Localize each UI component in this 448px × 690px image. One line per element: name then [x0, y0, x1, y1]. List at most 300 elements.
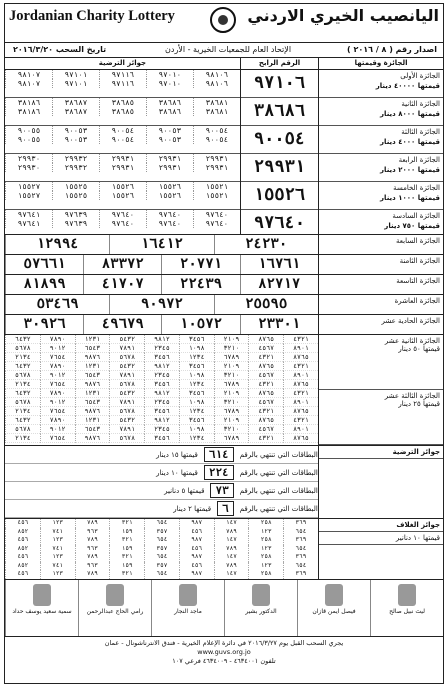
cover-value: قيمتها ١٠ دنانير	[319, 532, 443, 545]
strip-number: ١٦٤١٢	[109, 235, 213, 254]
winning-number: ٩٠٠٥٤	[253, 129, 306, 149]
strip-number: ١٠٥٧٢	[161, 315, 239, 334]
grid-cell: ٨٧٦٥	[283, 380, 318, 389]
small-prize-table	[5, 335, 319, 445]
strip-number: ٨٢٧١٧	[240, 275, 318, 294]
cover-cell: ٣٦٩	[283, 553, 318, 562]
prize-label: الجائزة السادسة	[392, 212, 440, 220]
member-name: ليث نبيل صالح	[389, 608, 425, 615]
consolation-cells	[5, 210, 240, 219]
grid-cell: ٧٨٩١	[109, 371, 144, 380]
prize-value: قيمتها ٤٠٠٠٠ دينار	[375, 82, 440, 90]
consolation-number: ٩٠٠٥٤	[99, 126, 146, 135]
cover-prizes	[5, 519, 443, 580]
signature-block	[370, 580, 443, 636]
member-photo	[106, 584, 124, 606]
consolation-cells	[5, 182, 240, 191]
strip-number: ٢٠٧٧١	[161, 255, 239, 274]
member-photo	[325, 584, 343, 606]
consolation-number: ١٥٥٢١	[193, 191, 240, 200]
ending-rows	[5, 446, 319, 518]
consolation-number: ٣٨٦٨٧	[52, 107, 99, 116]
winning-number: ٩٧٦٤٠	[253, 213, 306, 233]
consolation-number: ٣٨٦٨٦	[146, 107, 193, 116]
grid-cell: ٦٧٨٩	[214, 380, 249, 389]
grid-side-value: قيمتها ٢٥ دينار	[398, 400, 440, 408]
ending-row	[5, 500, 318, 518]
grid-cell: ٩٨١٢	[144, 335, 179, 344]
grid-cell: ١٠٩٨	[179, 371, 214, 380]
consolation-number: ٩٧٠١٠	[146, 70, 193, 79]
consolation-number: ١٥٥٢٦	[99, 191, 146, 200]
grid-cell: ٣٤٥٦	[144, 353, 179, 362]
member-name: فيصل ايمن قازان	[312, 608, 356, 615]
winning-number-row	[241, 210, 318, 237]
cover-cell: ٣٢١	[109, 519, 144, 528]
cover-prize-label	[319, 519, 443, 579]
grid-cell: ٨٧٦٥	[283, 407, 318, 416]
prize-label: الجائزة الثانية	[401, 100, 440, 108]
cover-cell: ٣٢١	[109, 553, 144, 562]
cover-cell: ٢٥٨	[248, 570, 283, 579]
grid-cell: ٤٥٦٧	[248, 344, 283, 353]
consolation-number: ٩٠٠٥٣	[146, 126, 193, 135]
grid-cell: ٢١٠٩	[214, 389, 249, 398]
phone-numbers: تلفون ٤٦٣٤٠٠١ - ٤٦٣٤٠٠٩ فرعي ١٠٧	[172, 657, 276, 665]
strip-number: ٤٩٦٧٩	[83, 315, 161, 334]
grid-cell: ٤٣٢١	[248, 380, 283, 389]
grid-cell: ٤٣٢١	[283, 335, 318, 344]
member-name: رامي الحاج عبدالرحمن	[86, 608, 144, 615]
grid-cell: ٩٠١٢	[40, 425, 75, 434]
consolation-number: ٢٩٩٣٠	[5, 163, 52, 172]
grid-cell: ٧٨٩١	[109, 344, 144, 353]
consolation-number: ٩٠٠٥٤	[193, 126, 240, 135]
cover-cell: ١٥٩	[109, 562, 144, 571]
winning-number-row	[241, 98, 318, 126]
member-photo	[252, 584, 270, 606]
winning-number: ٩٧١٠٦	[253, 73, 306, 93]
strip-numbers	[5, 275, 319, 294]
prize-row	[319, 98, 443, 126]
grid-cell: ٥٤٣٢	[109, 389, 144, 398]
consolation-number: ٢٩٩٣١	[193, 154, 240, 163]
ending-number: ٦١٤	[204, 447, 234, 462]
prize-label: الجائزة الأولى	[400, 72, 440, 80]
cover-cell: ٣٦٩	[283, 519, 318, 528]
consolation-number: ٩٠٠٥٣	[52, 135, 99, 144]
grid-cell: ٩٠١٢	[40, 398, 75, 407]
member-name: ماجد النجار	[174, 608, 202, 615]
ending-number: ٦	[217, 501, 234, 516]
cover-cell: ٤٥٦	[179, 545, 214, 554]
cover-cell: ٣٢١	[109, 536, 144, 545]
cover-cell: ٦٥٤	[144, 570, 179, 579]
signature-block	[78, 580, 151, 636]
cover-cell: ٩٨٧	[179, 519, 214, 528]
prize-row	[319, 182, 443, 210]
grid-cell: ٥٦٧٨	[5, 425, 40, 434]
ending-label: البطاقات التي تنتهي بالرقم	[239, 450, 318, 459]
col-endings: جوائز الترضية	[98, 59, 147, 67]
strip-number: ٨٣٣٧٢	[83, 255, 161, 274]
grid-cell: ٣٤٥٦	[179, 389, 214, 398]
consolation-cells	[5, 154, 240, 163]
grid-cell: ٩٨٧٦	[75, 434, 110, 443]
consolation-number: ٩٠٠٥٤	[99, 135, 146, 144]
consolation-number: ٩٨١٠٦	[193, 70, 240, 79]
committee-signatures	[5, 580, 443, 637]
grid-cell: ٨٩٠١	[283, 371, 318, 380]
ending-number: ٧٣	[210, 483, 233, 498]
grid-cell: ٢١٠٩	[214, 362, 249, 371]
grid-cell: ١٠٩٨	[179, 344, 214, 353]
signature-block	[5, 580, 78, 636]
strip-label: الجائزة التاسعة	[396, 277, 440, 285]
consolation-row	[5, 154, 240, 182]
strip-number: ٢٢٤٣٩	[161, 275, 239, 294]
prize-value: قيمتها ٤٠٠٠ دينار	[380, 138, 440, 146]
cover-cell: ٧٨٩	[214, 528, 249, 537]
ending-value: قيمتها ١٠ دينار	[156, 468, 198, 477]
grid-cell: ٤٣٢١	[248, 407, 283, 416]
consolation-row	[5, 98, 240, 126]
consolation-number: ٢٩٩٣٢	[52, 154, 99, 163]
grid-cell: ٤٥٦٧	[248, 398, 283, 407]
grid-cell: ٦٥٤٣	[75, 398, 110, 407]
cover-cell: ٤٥٦	[5, 553, 40, 562]
grid-cell: ١٢٣١	[75, 335, 110, 344]
member-photo	[179, 584, 197, 606]
grid-cell: ٣٤٥٦	[144, 380, 179, 389]
ending-number: ٢٢٤	[204, 465, 234, 480]
winning-number-row	[241, 126, 318, 154]
small-prizes	[5, 335, 443, 446]
grid-cell: ٣٤٥٦	[144, 407, 179, 416]
organization: الإتحاد العام للجمعيات الخيرية - الأردن	[165, 45, 292, 54]
grid-cell: ٩٠١٢	[40, 344, 75, 353]
grid-cell: ٢٣٤٥	[144, 398, 179, 407]
grid-cell: ٧٨٩٠	[40, 416, 75, 425]
grid-cell: ٥٦٧٨	[109, 380, 144, 389]
grid-cell: ٤٥٦٧	[248, 371, 283, 380]
consolation-cells	[5, 219, 240, 228]
grid-cell: ٨٧٦٥	[283, 434, 318, 443]
header	[5, 4, 443, 43]
issue-number: اصدار رقم ( ٨ / ٢٠١٦ )	[347, 45, 437, 54]
winning-number: ٢٩٩٣١	[253, 157, 306, 177]
cover-cell: ٦٥٤	[144, 536, 179, 545]
grid-cell: ٣٤٥٦	[179, 362, 214, 371]
consolation-number: ٣٨١٨٦	[5, 107, 52, 116]
consolation-number: ١٥٥٢٦	[146, 191, 193, 200]
prize-label: الجائزة الرابعة	[398, 156, 440, 164]
consolation-number: ٩٧٦٤٠	[193, 219, 240, 228]
prize-list	[319, 70, 443, 234]
cover-cell: ٤٥٦	[5, 536, 40, 545]
cover-cell: ٣٦٩	[283, 536, 318, 545]
strip-number: ٥٣٤٦٩	[5, 295, 109, 314]
cover-cell: ١٤٧	[214, 553, 249, 562]
prize-value: قيمتها ٧٥٠ دينار	[384, 222, 440, 230]
prize-strip	[5, 295, 443, 315]
cover-cell: ٩٨٧	[179, 536, 214, 545]
consolation-cells	[5, 163, 240, 172]
consolation-number: ٩٧٠١٠	[146, 79, 193, 88]
cover-prize-table	[5, 519, 319, 579]
signature-block	[151, 580, 224, 636]
consolation-cells	[5, 135, 240, 144]
grid-cell: ٦٤٣٢	[5, 362, 40, 371]
grid-side-label: الجائزة الثالثة عشر	[384, 392, 440, 400]
cover-cell: ٤٥٦	[5, 519, 40, 528]
cover-cell: ٧٨٩	[214, 545, 249, 554]
cover-cell: ٤٥٦	[5, 570, 40, 579]
cover-cell: ٢٥٨	[248, 519, 283, 528]
grid-side-block	[319, 390, 443, 445]
consolation-number: ٩٧٦٣٩	[52, 210, 99, 219]
winning-number: ١٥٥٢٦	[253, 185, 306, 205]
cover-cell: ١٤٧	[214, 519, 249, 528]
consolation-number: ١٥٥٢٥	[52, 182, 99, 191]
grid-cell: ٥٤٣٢	[109, 335, 144, 344]
prize-row	[319, 154, 443, 182]
member-photo	[33, 584, 51, 606]
cover-cell: ١٤٧	[214, 570, 249, 579]
grid-cell: ٥٦٧٨	[109, 434, 144, 443]
cover-cell: ٩٦٣	[75, 528, 110, 537]
ending-prizes	[5, 446, 443, 519]
grid-cell: ٦٤٣٢	[5, 389, 40, 398]
emblem-icon	[210, 7, 236, 33]
cover-cell: ١٢٣	[248, 528, 283, 537]
strip-numbers	[5, 255, 319, 274]
endings-title: جوائز الترضية	[319, 446, 443, 459]
cover-cell: ٧٨٩	[75, 519, 110, 528]
grid-cell: ٧٦٥٤	[40, 407, 75, 416]
winning-numbers	[241, 70, 319, 234]
cover-cell: ٧٤١	[40, 545, 75, 554]
strip-number: ١٢٩٩٤	[5, 235, 109, 254]
grid-cell: ٦٤٣٢	[5, 335, 40, 344]
consolation-number: ٢٩٩٣٢	[52, 163, 99, 172]
consolation-number: ٩٨١٠٧	[5, 79, 52, 88]
grid-cell: ٦٧٨٩	[214, 407, 249, 416]
grid-cell: ١٠٩٨	[179, 398, 214, 407]
member-photo	[398, 584, 416, 606]
consolation-number: ٩٧١٠١	[52, 79, 99, 88]
cover-cell: ٧٨٩	[214, 562, 249, 571]
cover-cell: ٦٥٤	[144, 519, 179, 528]
strip-number: ٩٠٩٧٢	[109, 295, 213, 314]
member-name: الدكتور بشير	[245, 608, 277, 615]
consolation-number: ٩٧٦٤٠	[146, 210, 193, 219]
consolation-number: ٩٧٦٤٠	[99, 219, 146, 228]
grid-cell: ٦٥٤٣	[75, 344, 110, 353]
grid-cell: ٦٥٤٣	[75, 371, 110, 380]
cover-cell: ١٥٩	[109, 545, 144, 554]
strip-number: ٨١٨٩٩	[5, 275, 83, 294]
consolation-number: ٩٨١٠٦	[193, 79, 240, 88]
grid-cell: ٣٢١٠	[214, 344, 249, 353]
grid-cell: ٨٧٦٥	[248, 416, 283, 425]
ending-row	[5, 464, 318, 482]
grid-cell: ٣٢١٠	[214, 425, 249, 434]
cover-cell: ٣٥٧	[144, 528, 179, 537]
consolation-number: ٣٨٦٨١	[193, 107, 240, 116]
grid-cell: ٨٩٠١	[283, 344, 318, 353]
cover-cell: ١٢٣	[248, 562, 283, 571]
prize-row	[319, 210, 443, 237]
strip-numbers	[5, 295, 319, 314]
grid-cell: ٣٢١٠	[214, 371, 249, 380]
ending-value: قيمتها ٢ دينار	[173, 504, 212, 513]
prize-row	[319, 70, 443, 98]
member-name: سمية سعيد يوسف حداد	[12, 608, 72, 615]
consolation-number: ٩٧٦٤٠	[99, 210, 146, 219]
prize-label: الجائزة الثالثة	[401, 128, 440, 136]
consolation-number: ٣٨٦٨١	[193, 98, 240, 107]
consolation-number: ٩٧١١٦	[99, 79, 146, 88]
grid-cell: ٩٨١٢	[144, 416, 179, 425]
consolation-number: ٣٨٦٨٥	[99, 98, 146, 107]
grid-cell: ٧٨٩٠	[40, 335, 75, 344]
prize-value: قيمتها ٢٠٠٠ دينار	[380, 166, 440, 174]
grid-cell: ٣٤٥٦	[144, 434, 179, 443]
consolation-number: ٢٩٩٣١	[99, 154, 146, 163]
grid-side-value: قيمتها ٥٠ دينار	[398, 345, 440, 353]
consolation-number: ٩٠٠٥٣	[52, 126, 99, 135]
ending-label	[319, 446, 443, 518]
winning-number: ٣٨٦٨٦	[253, 101, 306, 121]
cover-cell: ٣٥٧	[144, 562, 179, 571]
grid-cell: ٥٦٧٨	[109, 407, 144, 416]
grid-cell: ٥٤٣٢	[109, 362, 144, 371]
grid-cell: ٢٣٤٥	[144, 344, 179, 353]
cover-cell: ٩٨٧	[179, 570, 214, 579]
consolation-number: ٩٧٦٤١	[5, 210, 52, 219]
grid-cell: ٢١٣٤	[5, 380, 40, 389]
grid-cell: ١٢٣١	[75, 362, 110, 371]
grid-cell: ٧٦٥٤	[40, 380, 75, 389]
strip-number: ٢٤٢٣٠	[214, 235, 318, 254]
ending-row	[5, 446, 318, 464]
cover-cell: ٨٥٢	[5, 562, 40, 571]
consolation-number: ٩٧٦٤٠	[146, 219, 193, 228]
consolation-number: ١٥٥٢٥	[52, 191, 99, 200]
grid-cell: ٢١٠٩	[214, 416, 249, 425]
grid-cell: ٢١٣٤	[5, 434, 40, 443]
ending-value: قيمتها ٥ دنانير	[164, 486, 205, 495]
consolation-number: ٣٨١٨٦	[5, 98, 52, 107]
grid-cell: ٣٢١٠	[214, 398, 249, 407]
consolation-cells	[5, 191, 240, 200]
cover-cell: ٣٢١	[109, 570, 144, 579]
cover-cell: ٤٥٦	[179, 562, 214, 571]
grid-cell: ٥٦٧٨	[109, 353, 144, 362]
consolation-number: ٢٩٩٣١	[146, 163, 193, 172]
cover-cell: ٧٤١	[40, 562, 75, 571]
strip-label: الجائزة الثامنة	[399, 257, 440, 265]
grid-cell: ١٢٣٤	[179, 434, 214, 443]
website-link[interactable]: www.guvs.org.jo	[197, 648, 251, 656]
cover-cell: ٦٥٤	[283, 562, 318, 571]
grid-cell: ٣٤٥٦	[179, 416, 214, 425]
cover-cell: ١٢٣	[40, 570, 75, 579]
consolation-number: ٢٩٩٣١	[146, 154, 193, 163]
grid-cell: ٣٤٥٦	[179, 335, 214, 344]
signature-block	[224, 580, 297, 636]
consolation-number: ٣٨٦٨٧	[52, 98, 99, 107]
ending-label: البطاقات التي تنتهي بالرقم	[239, 468, 318, 477]
consolation-number: ٩٨١٠٧	[5, 70, 52, 79]
cover-cell: ١٥٩	[109, 528, 144, 537]
cover-cell: ١٢٣	[40, 536, 75, 545]
grid-cell: ٧٦٥٤	[40, 353, 75, 362]
cover-cell: ٧٨٩	[75, 570, 110, 579]
cover-cell: ٧٤١	[40, 528, 75, 537]
winning-number-row	[241, 154, 318, 182]
cover-cell: ١٢٣	[40, 519, 75, 528]
consolation-number: ١٥٥٢١	[193, 182, 240, 191]
cover-cell: ٦٥٤	[283, 528, 318, 537]
grid-cell: ٩٨٧٦	[75, 407, 110, 416]
consolation-cells	[5, 126, 240, 135]
grid-cell: ٤٥٦٧	[248, 425, 283, 434]
draw-date: تاريخ السحب ٢٠١٦/٣/٢٠	[13, 45, 107, 54]
cover-cell: ٣٦٩	[283, 570, 318, 579]
prize-strip	[5, 235, 443, 255]
grid-cell: ٧٨٩١	[109, 425, 144, 434]
grid-cell: ٥٤٣٢	[109, 416, 144, 425]
consolation-number: ١٥٥٢٧	[5, 191, 52, 200]
cover-cell: ٣٥٧	[144, 545, 179, 554]
grid-cell: ٦٧٨٩	[214, 434, 249, 443]
grid-cell: ٥٦٧٨	[5, 398, 40, 407]
col-prize: الجائزة وقيمتها	[318, 58, 443, 69]
grid-cell: ١٢٣٤	[179, 380, 214, 389]
column-headers	[5, 58, 443, 70]
grid-cell: ٨٩٠١	[283, 398, 318, 407]
grid-cell: ٨٧٦٥	[283, 353, 318, 362]
strip-number: ٤١٧٠٧	[83, 275, 161, 294]
winning-number-row	[241, 182, 318, 210]
main-prizes	[5, 70, 443, 235]
grid-cell: ١٢٣٤	[179, 353, 214, 362]
prize-strips	[5, 235, 443, 335]
grid-cell: ٥٦٧٨	[5, 371, 40, 380]
strip-label: الجائزة السابعة	[396, 237, 440, 245]
grid-cell: ٢١٠٩	[214, 335, 249, 344]
grid-cell: ٤٣٢١	[283, 389, 318, 398]
strip-number: ٥٧٦٦١	[5, 255, 83, 274]
ending-row	[5, 482, 318, 500]
prize-row	[319, 126, 443, 154]
consolation-number: ٩٧٦٤٠	[193, 210, 240, 219]
consolation-number: ٢٩٩٣١	[99, 163, 146, 172]
grid-cell: ٢١٣٤	[5, 353, 40, 362]
consolation-number: ١٥٥٢٧	[5, 182, 52, 191]
prize-strip	[5, 255, 443, 275]
grid-cell: ٧٨٩٠	[40, 389, 75, 398]
consolation-number: ٩٠٠٥٥	[5, 135, 52, 144]
lottery-results-sheet	[4, 3, 444, 684]
grid-cell: ١٢٣١	[75, 416, 110, 425]
consolation-row	[5, 70, 240, 98]
grid-cell: ٦٥٤٣	[75, 425, 110, 434]
grid-cell: ٢٣٤٥	[144, 371, 179, 380]
grid-cell: ٤٣٢١	[283, 416, 318, 425]
